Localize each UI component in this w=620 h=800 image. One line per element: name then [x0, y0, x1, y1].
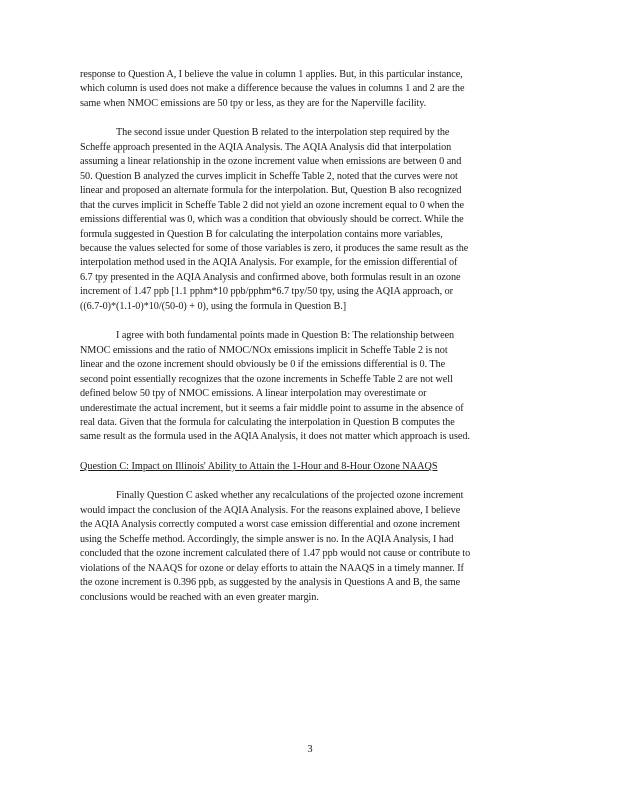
- text-line: emissions differential was 0, which was a condition that obviously should be correct. While the: [80, 214, 464, 226]
- paragraph-interpolation-issue: [80, 126, 540, 314]
- text-line: the ozone increment is 0.396 ppb, as suggested by the analysis in Questions A and B, the same: [80, 577, 461, 589]
- text-line: increment of 1.47 ppb [1.1 pphm*10 ppb/pphm*6.7 tpy/50 tpy, using the AQIA approach, or: [80, 286, 454, 298]
- text-line: response to Question A, I believe the value in column 1 applies. But, in this particular instance,: [80, 69, 463, 80]
- text-line: violations of the NAAQS for ozone or delay efforts to attain the NAAQS in a timely manner. If: [80, 562, 464, 574]
- text-line: 50. Question B analyzed the curves implicit in Scheffe Table 2, noted that the curves were not: [80, 170, 458, 182]
- section-heading-question-c: Question C: Impact on Illinois' Ability to Attain the 1-Hour and 8-Hour Ozone NAAQS: [80, 460, 438, 472]
- text-line: interpolation method used in the AQIA Analysis. For example, for the emission differential of: [80, 257, 458, 269]
- text-line: same when NMOC emissions are 50 tpy or less, as they are for the Naperville facility.: [80, 97, 427, 109]
- text-line: The second issue under Question B related to the interpolation step required by the: [116, 127, 450, 139]
- text-line: defined below 50 tpy of NMOC emissions. A linear interpolation may overestimate or: [80, 388, 427, 400]
- text-line: same result as the formula used in the AQIA Analysis, it does not matter which approach is used.: [80, 431, 470, 443]
- paragraph-question-c: [80, 489, 540, 605]
- text-line: that the curves implicit in Scheffe Table 2 did not yield an ozone increment equal to 0 when the: [80, 199, 464, 211]
- text-line: 6.7 tpy presented in the AQIA Analysis and confirmed above, both formulas result in an ozone: [80, 271, 461, 283]
- text-line: Scheffe approach presented in the AQIA Analysis. The AQIA Analysis did that interpolation: [80, 141, 452, 153]
- text-line: second point essentially recognizes that the ozone increments in Scheffe Table 2 are not well: [80, 373, 453, 385]
- text-line: concluded that the ozone increment calculated there of 1.47 ppb would not cause or contribute to: [80, 548, 471, 560]
- text-line: would impact the conclusion of the AQIA Analysis. For the reasons explained above, I believe: [80, 504, 461, 516]
- paragraph-question-a-conclusion: [80, 68, 540, 111]
- text-line: ((6.7-0)*(1.1-0)*10/(50-0) + 0), using the formula in Question B.]: [80, 300, 347, 312]
- text-line: linear and proposed an alternate formula for the interpolation. But, Question B also recognized: [80, 185, 462, 197]
- text-line: linear and the ozone increment should obviously be 0 if the emissions differential is 0. The: [80, 359, 446, 371]
- text-line: real data. Given that the formula for calculating the interpolation in Question B computes the: [80, 416, 455, 428]
- text-line: underestimate the actual increment, but it seems a fair middle point to assume in the absence of: [80, 402, 464, 414]
- paragraph-agreement: [80, 329, 540, 445]
- page-number: 3: [307, 744, 313, 755]
- text-line: because the values selected for some of those variables is zero, it produces the same result as the: [80, 242, 469, 254]
- text-line: formula suggested in Question B for calculating the interpolation contains more variables,: [80, 228, 443, 240]
- text-line: the AQIA Analysis correctly computed a worst case emission differential and ozone increment: [80, 519, 461, 531]
- text-line: assuming a linear relationship in the ozone increment value when emissions are between 0 and: [80, 156, 462, 168]
- text-line: I agree with both fundamental points made in Question B: The relationship between: [116, 330, 455, 342]
- text-line: which column is used does not make a difference because the values in columns 1 and 2 are the: [80, 83, 465, 95]
- text-line: conclusions would be reached with an even greater margin.: [80, 591, 319, 603]
- text-line: using the Scheffe method. Accordingly, the simple answer is no. In the AQIA Analysis, I had: [80, 533, 454, 545]
- text-line: Finally Question C asked whether any recalculations of the projected ozone increment: [116, 490, 464, 502]
- document-page: [80, 68, 540, 605]
- text-line: NMOC emissions and the ratio of NMOC/NOx emissions implicit in Scheffe Table 2 is not: [80, 344, 448, 356]
